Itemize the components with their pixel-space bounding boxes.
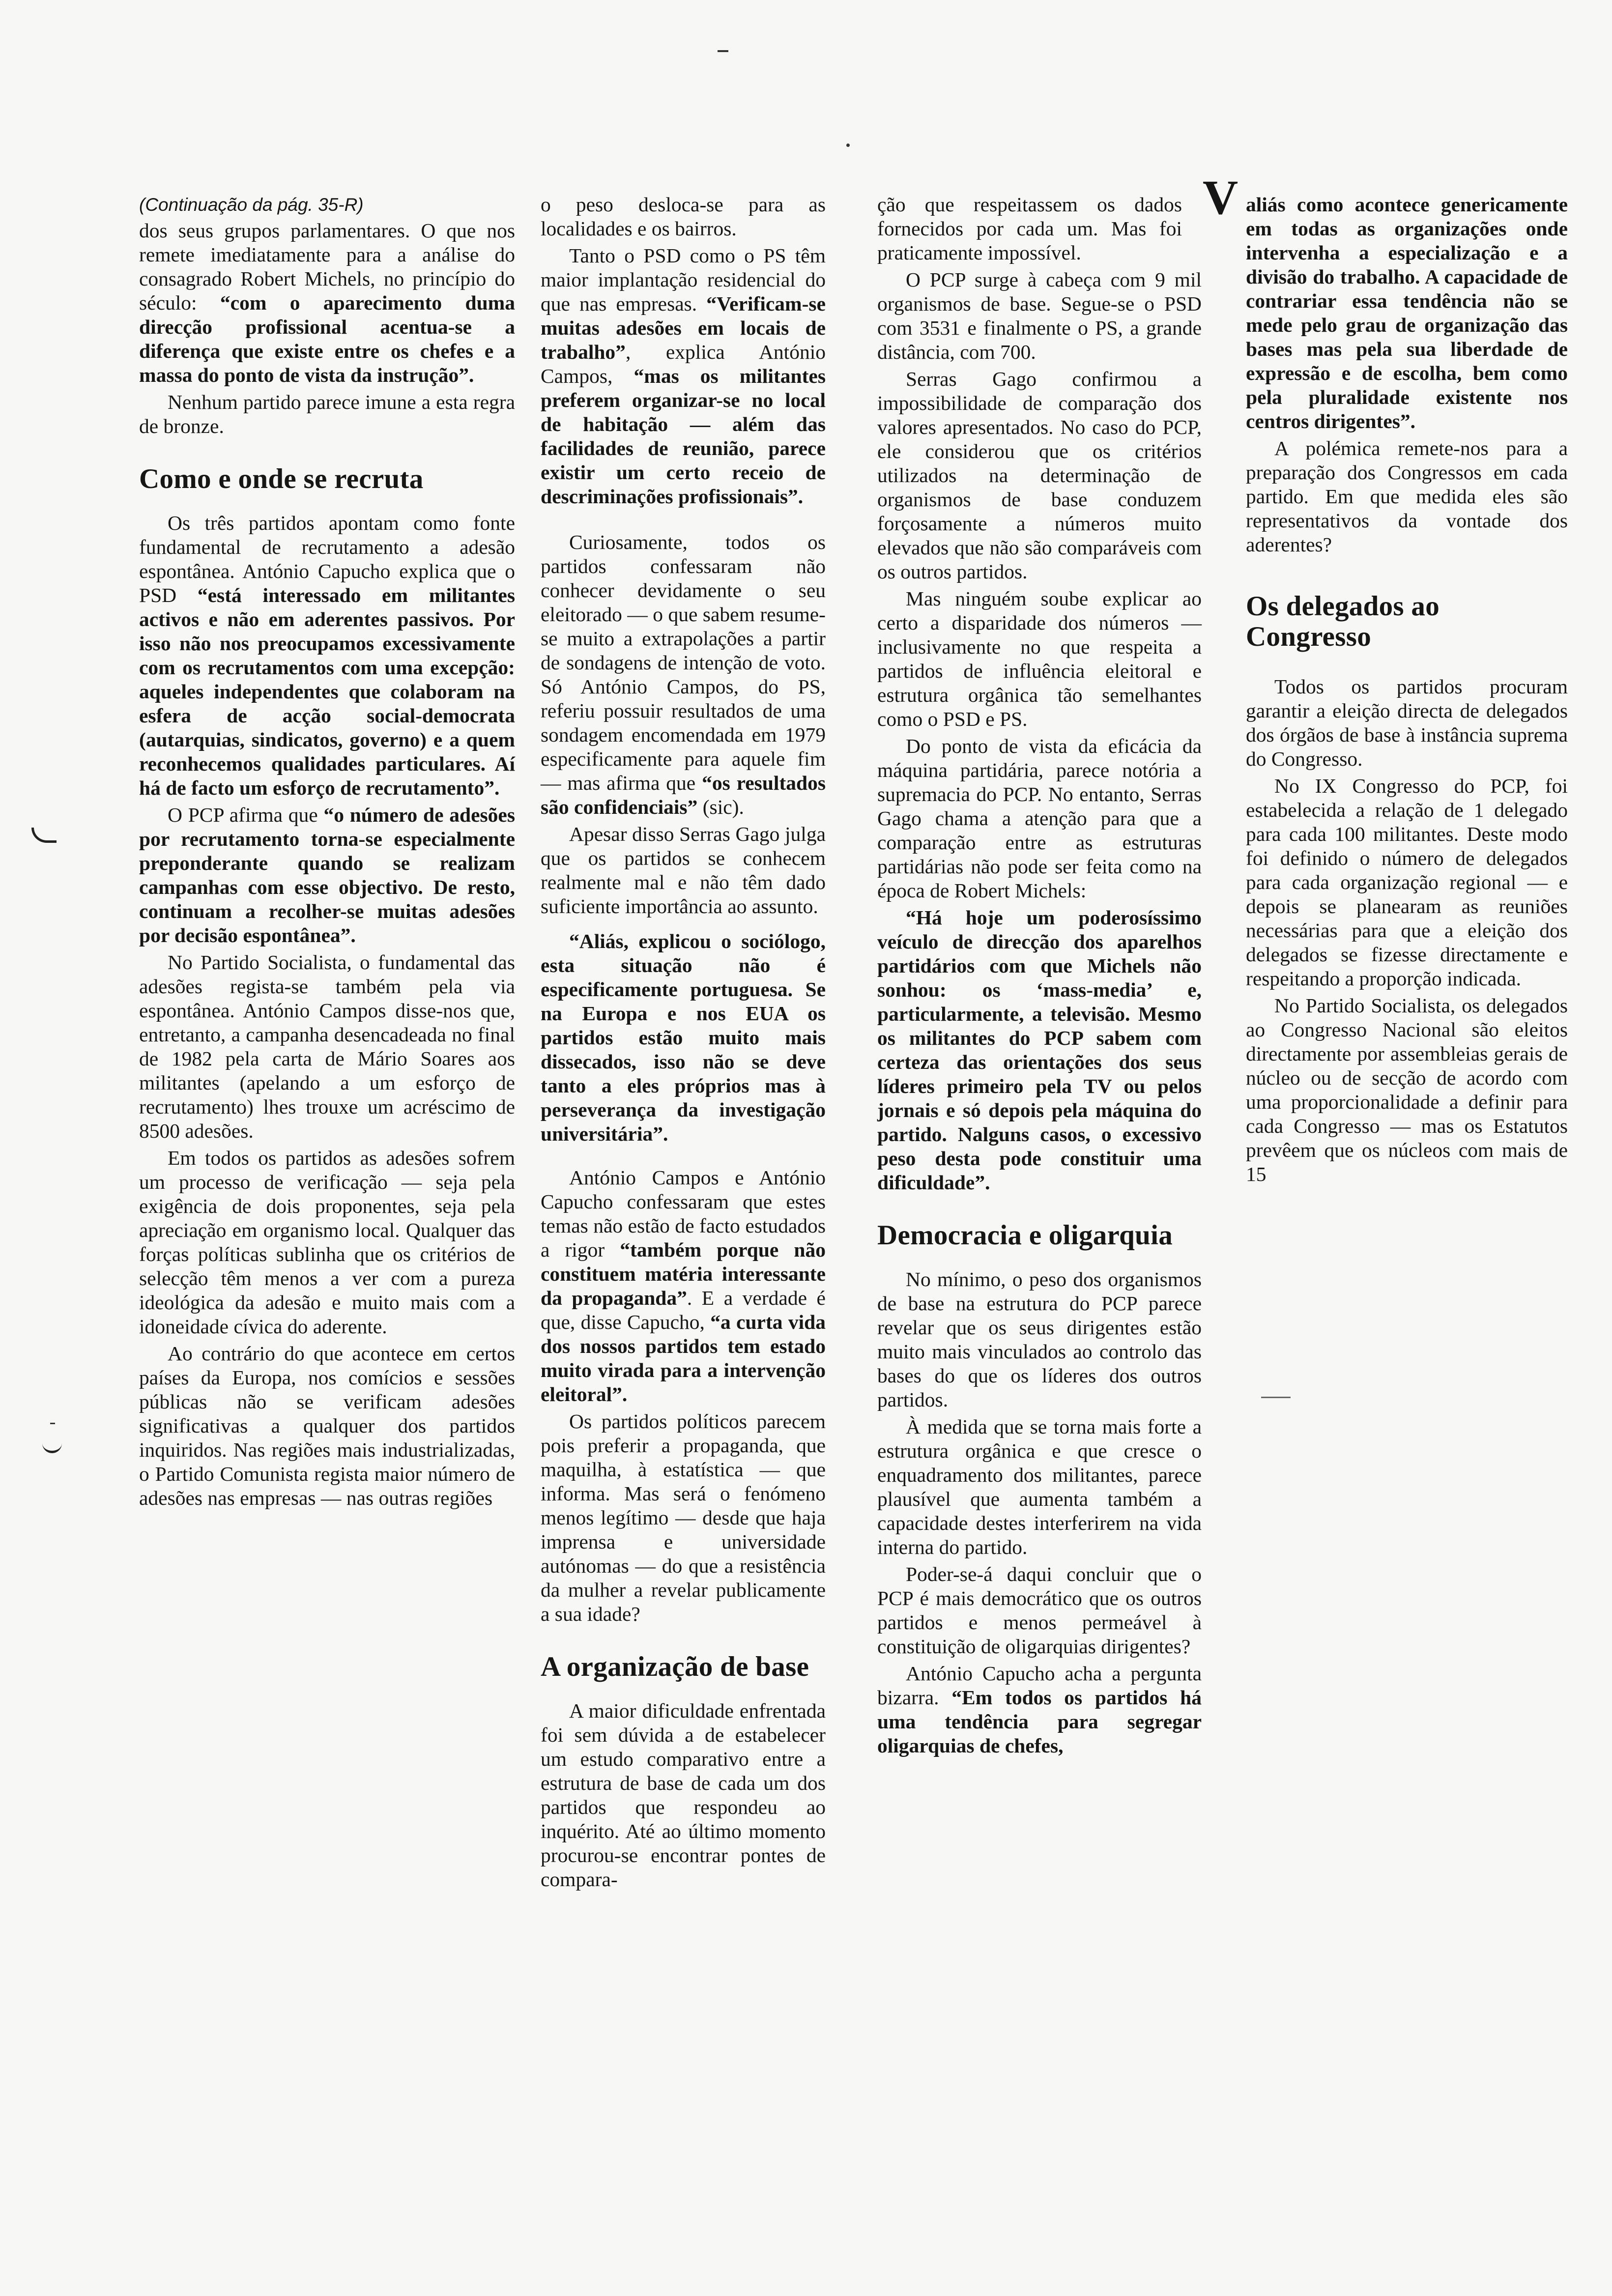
paragraph: O PCP surge à cabeça com 9 mil organismos de base. Segue-se o PSD com 3531 e finalmente o PS, a grande distância, com 700. [877, 268, 1202, 363]
paragraph: Do ponto de vista da eficácia da máquina partidária, parece notória a supremacia do PCP. No entanto, Serras Gago chama a atenção para que a comparação entre as estruturas partidárias não pode ser feita como na época de Robert Michels: [877, 735, 1202, 902]
scan-tick-mark [50, 1423, 55, 1424]
quote-bold: “está interessado em militantes activos e não em aderentes passivos. Por isso não nos preocupamos excessivamente com os recrutamentos com uma excepção: aqueles independentes que colaboram na esfera de acção social-democrata (autarquias, sindicatos, governo) e a quem reconhecemos qualidades particulares. Aí há de facto um esforço de recrutamento”. [139, 584, 515, 799]
section-heading: A organização de base [541, 1651, 809, 1682]
paragraph: A polémica remete-nos para a preparação dos Congressos em cada partido. Em que medida eles são representativos da vontade dos aderentes? [1246, 437, 1568, 556]
article-column-3 [877, 193, 1202, 1761]
paragraph: Curiosamente, todos os partidos confessaram não conhecer devidamente o seu eleitorado — o que sabem resume-se muito a extrapolações a partir de sondagens de intenção de voto. Só António Campos, do PS, referiu possuir resultados de uma sondagem encomendada em 1979 especificamente para aquele fim — mas afirma que “os resultados são confidenciais” (sic). [541, 531, 826, 818]
paragraph: António Capucho acha a pergunta bizarra. “Em todos os partidos há uma tendência para segregar oligarquias de chefes, [877, 1662, 1202, 1757]
paragraph: No IX Congresso do PCP, foi estabelecida a relação de 1 delegado para cada 100 militantes. Deste modo foi definido o número de delegados para cada organização regional — e depois se planearam as reuniões necessárias para que a eleição dos delegados se fizesse directamente e respeitando a proporção indicada. [1246, 775, 1568, 990]
paragraph: Nenhum partido parece imune a esta regra de bronze. [139, 391, 515, 437]
paragraph: dos seus grupos parlamentares. O que nos remete imediatamente para a análise do consagrado Robert Michels, no princípio do século: “com o aparecimento duma direcção profissional acentua-se a diferença que existe entre os chefes e a massa do ponto de vista da instrução”. [139, 219, 515, 386]
paragraph: Apesar disso Serras Gago julga que os partidos se conhecem realmente mal e não têm dado suficiente importância ao assunto. [541, 823, 826, 918]
quote-bold: “mas os militantes preferem organizar-se no local de habitação — além das facilidades de reunião, parece existir um certo receio de descriminações profissionais”. [541, 365, 826, 508]
paragraph [541, 929, 826, 1146]
paragraph: Ao contrário do que acontece em certos países da Europa, nos comícios e sessões públicas não se verificam adesões significativas a qualquer dos partidos inquiridos. Nas regiões mais industrializadas, o Partido Comunista regista maior número de adesões nas empresas — nas outras regiões [139, 1342, 515, 1509]
section-heading: Como e onde se recruta [139, 463, 424, 494]
paragraph: ção que respeitassem os dados fornecidos por cada um. Mas foi praticamente impossível. [877, 193, 1182, 264]
quote-bold: aliás como acontece genericamente em todas as organizações onde intervenha a especialização e a divisão do trabalho. A capacidade de contrariar essa tendência não se mede pelo grau de organização das bases mas pela sua liberdade de expressão e de escolha, bem como pela pluralidade existente nos centros dirigentes”. [1246, 193, 1568, 432]
paragraph: Poder-se-á daqui concluir que o PCP é mais democrático que os outros partidos e menos permeável à constituição de oligarquias dirigentes? [877, 1563, 1202, 1658]
quote-bold: “com o aparecimento duma direcção profissional acentua-se a diferença que existe entre os chefes e a massa do ponto de vista da instrução”. [139, 291, 515, 386]
paragraph [877, 906, 1202, 1195]
paragraph: O PCP afirma que “o número de adesões por recrutamento torna-se especialmente preponderante quando se realizam campanhas com esse objectivo. De resto, continuam a recolher-se muitas adesões por decisão espontânea”. [139, 804, 515, 947]
section-heading: Os delegados ao Congresso [1246, 591, 1440, 652]
quote-bold: “Verificam-se muitas adesões em locais de trabalho” [541, 292, 826, 363]
paragraph: António Campos e António Capucho confessaram que estes temas não estão de facto estudados a rigor “também porque não constituem matéria interessante da propaganda”. E a verdade é que, disse Capucho, “a curta vida dos nossos partidos tem estado muito virada para a intervenção eleitoral”. [541, 1166, 826, 1406]
scan-dot-mark [846, 144, 850, 147]
paragraph [1246, 193, 1568, 433]
quote-bold: “Aliás, explicou o sociólogo, esta situação não é especificamente portuguesa. Se na Europa e nos EUA os partidos estão muito mais dissecados, isso não se deve tanto a eles próprios mas à perseverança da investigação universitária”. [541, 930, 826, 1145]
paragraph: Os partidos políticos parecem pois preferir a propaganda, que maquilha, à estatística — que informa. Mas será o fenómeno menos legítimo — desde que haja imprensa e universidade autónomas — do que a resistência da mulher a revelar publicamente a sua idade? [541, 1410, 826, 1625]
punch-hole-mark-lower [42, 1437, 62, 1453]
quote-bold: “também porque não constituem matéria interessante da propaganda” [541, 1238, 826, 1309]
scan-dash-mark [718, 50, 728, 52]
quote-bold: “o número de adesões por recrutamento torna-se especialmente preponderante quando se realizam campanhas com esse objectivo. De resto, continuam a recolher-se muitas adesões por decisão espontânea”. [139, 804, 515, 947]
article-column-2 [541, 193, 826, 1894]
paragraph: o peso desloca-se para as localidades e os bairros. [541, 193, 826, 240]
section-heading: Democracia e oligarquia [877, 1220, 1173, 1251]
paragraph: Todos os partidos procuram garantir a eleição directa de delegados dos órgãos de base à instância suprema do Congresso. [1246, 675, 1568, 770]
paragraph: Mas ninguém soube explicar ao certo a disparidade dos números — inclusivamente no que respeita a partidos de influência eleitoral e estrutura orgânica tão semelhantes como o PSD e PS. [877, 587, 1202, 730]
paragraph: A maior dificuldade enfrentada foi sem dúvida a de estabelecer um estudo comparativo entre a estrutura de base de cada um dos partidos que respondeu ao inquérito. Até ao último momento procurou-se encontrar pontes de compara- [541, 1699, 826, 1891]
paragraph: Os três partidos apontam como fonte fundamental de recrutamento a adesão espontânea. António Capucho explica que o PSD “está interessado em militantes activos e não em aderentes passivos. Por isso não nos preocupamos excessivamente com os recrutamentos com uma excepção: aqueles independentes que colaboram na esfera de acção social-democrata (autarquias, sindicatos, governo) e a quem reconhecemos qualidades particulares. Aí há de facto um esforço de recrutamento”. [139, 512, 515, 799]
quote-bold: “Há hoje um poderosíssimo veículo de direcção dos aparelhos partidários com que Michels não sonhou: os ‘mass-media’ e, particularmente, a televisão. Mesmo os militantes do PCP sabem com certeza das orientações dos seus líderes primeiro pela TV ou pelos jornais e só depois pela máquina do partido. Nalguns casos, o excessivo peso desta pode constituir uma dificuldade”. [877, 906, 1202, 1194]
quote-bold: “Em todos os partidos há uma tendência para segregar oligarquias de chefes, [877, 1686, 1202, 1757]
column-end-dash [1261, 1397, 1291, 1398]
paragraph: Tanto o PSD como o PS têm maior implantação residencial do que nas empresas. “Verificam-se muitas adesões em locais de trabalho”, explica António Campos, “mas os militantes preferem organizar-se no local de habitação — além das facilidades de reunião, parece existir um certo receio de descriminações profissionais”. [541, 244, 826, 508]
paragraph: À medida que se torna mais forte a estrutura orgânica e que cresce o enquadramento dos militantes, parece plausível que aumenta também a capacidade destes interferirem na vida interna do partido. [877, 1415, 1202, 1558]
article-column-1 [139, 193, 515, 1513]
paragraph: Serras Gago confirmou a impossibilidade de comparação dos valores apresentados. No caso do PCP, ele considerou que os critérios utilizados na determinação de organismos de base conduzem forçosamente a números muito elevados que não são comparáveis com os outros partidos. [877, 368, 1202, 583]
paragraph: Em todos os partidos as adesões sofrem um processo de verificação — seja pela exigência de dois proponentes, seja pela apreciação em organismo local. Qualquer das forças políticas sublinha que os critérios de selecção têm menos a ver com a pureza ideológica da adesão e muito mais com a idoneidade cívica do aderente. [139, 1147, 515, 1338]
punch-hole-mark-upper [31, 828, 57, 843]
paragraph: No Partido Socialista, os delegados ao Congresso Nacional são eleitos directamente por assembleias gerais de núcleo ou de secção de acordo com uma proporcionalidade a definir para cada Congresso — mas os Estatutos prevêem que os núcleos com mais de 15 [1246, 994, 1568, 1185]
continuation-note: (Continuação da pág. 35-R) [139, 195, 364, 215]
quote-bold: “a curta vida dos nossos partidos tem estado muito virada para a intervenção eleitoral”. [541, 1311, 826, 1406]
drop-letter: V [1203, 170, 1238, 225]
article-column-4 [1246, 193, 1568, 1189]
paragraph: No mínimo, o peso dos organismos de base na estrutura do PCP parece revelar que os seus dirigentes estão muito mais vinculados ao controlo das bases do que os líderes dos outros partidos. [877, 1268, 1202, 1411]
quote-bold: “os resultados são confidenciais” [541, 772, 826, 818]
paragraph: No Partido Socialista, o fundamental das adesões regista-se também pela via espontânea. António Campos disse-nos que, entretanto, a campanha desencadeada no final de 1982 pela carta de Mário Soares aos militantes (apelando a um esforço de recrutamento) lhes trouxe um acréscimo de 8500 adesões. [139, 951, 515, 1142]
